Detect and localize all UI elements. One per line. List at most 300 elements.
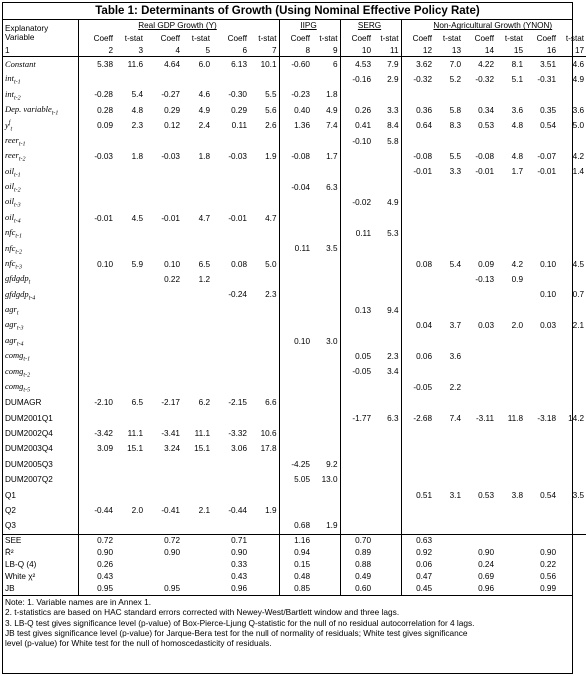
tstat-cell (434, 196, 463, 211)
table-row (3, 365, 586, 380)
group-header-label: IIPG (300, 21, 317, 31)
tstat-cell (182, 547, 212, 559)
column-number: 1 (3, 46, 78, 57)
coeff-cell: -0.31 (537, 74, 557, 84)
coeff-cell: -0.32 (475, 74, 495, 84)
tstat-cell (182, 134, 212, 149)
tstat-cell (115, 319, 145, 334)
tstat-cell: 4.2 (572, 151, 585, 161)
tstat-cell (115, 242, 145, 257)
coeff-cell: -0.01 (161, 213, 180, 223)
coeff-cell (279, 272, 312, 287)
tstat-cell: 11.8 (507, 413, 524, 423)
tstat-cell: 1.7 (326, 151, 338, 161)
tstat-cell (496, 303, 525, 318)
row-label: comg$_{t-5}$ (5, 381, 31, 394)
tstat-cell: 10.6 (260, 428, 277, 438)
coeff-cell: 0.10 (540, 290, 557, 300)
tstat-cell (558, 88, 586, 103)
table-sheet (2, 2, 585, 674)
coeff-header: Coeff (340, 33, 373, 46)
coeff-cell: 0.11 (279, 242, 312, 257)
coeff-cell: -0.01 (475, 167, 495, 177)
tstat-cell (558, 473, 586, 488)
coeff-cell: 0.04 (401, 319, 434, 334)
tstat-cell (496, 559, 525, 571)
tstat-cell (373, 149, 401, 164)
coeff-cell (340, 288, 373, 303)
tstat-cell (115, 547, 145, 559)
tstat-cell (373, 180, 401, 195)
table-row (3, 396, 586, 411)
tstat-cell (373, 457, 401, 472)
coeff-cell (340, 242, 373, 257)
coeff-cell: 0.94 (279, 547, 312, 559)
tstat-cell (312, 535, 340, 548)
coeff-cell (279, 319, 312, 334)
table-row (3, 72, 586, 87)
coeff-cell (212, 411, 249, 426)
tstat-cell (373, 319, 401, 334)
coeff-cell (340, 426, 373, 441)
tstat-cell (373, 559, 401, 571)
tstat-cell (373, 473, 401, 488)
coeff-cell (401, 457, 434, 472)
table-row (3, 319, 586, 334)
coeff-cell (525, 196, 558, 211)
tstat-cell (558, 365, 586, 380)
tstat-cell (558, 180, 586, 195)
row-label: R̄² (5, 548, 14, 557)
tstat-cell: 4.7 (198, 213, 210, 223)
table-row (3, 411, 586, 426)
coeff-cell: -2.17 (161, 398, 180, 408)
tstat-cell (182, 535, 212, 548)
tstat-cell (249, 226, 279, 241)
coeff-cell (525, 180, 558, 195)
column-number: 10 (340, 46, 373, 57)
tstat-cell (373, 257, 401, 272)
tstat-cell: 5.0 (572, 121, 585, 131)
tstat-cell (434, 180, 463, 195)
tstat-cell (312, 303, 340, 318)
tstat-cell: 7.0 (449, 59, 462, 69)
coeff-cell: 0.22 (540, 560, 557, 569)
tstat-cell (182, 180, 212, 195)
tstat-cell: 13.0 (321, 475, 338, 485)
coeff-cell (78, 334, 115, 349)
coeff-cell (145, 411, 182, 426)
coeff-cell: 0.09 (478, 259, 495, 269)
tstat-cell (558, 519, 586, 535)
results-table (3, 20, 586, 595)
row-label: DUMAGR (5, 398, 42, 408)
coeff-cell: -0.04 (279, 180, 312, 195)
tstat-cell: 4.8 (511, 121, 524, 131)
tstat-cell: 15.1 (127, 444, 143, 454)
coeff-cell (78, 196, 115, 211)
tstat-cell: 3.5 (572, 490, 585, 500)
tstat-cell (249, 319, 279, 334)
coeff-cell: 0.05 (340, 349, 373, 364)
coeff-cell (279, 380, 312, 395)
coeff-cell (78, 411, 115, 426)
tstat-cell: 2.3 (131, 121, 143, 131)
column-number: 9 (312, 46, 340, 57)
tstat-cell (312, 426, 340, 441)
tstat-cell: 7.9 (387, 59, 399, 69)
coeff-cell (340, 272, 373, 287)
coeff-cell: 0.12 (164, 121, 180, 131)
coeff-cell: 0.10 (78, 257, 115, 272)
table-notes (3, 595, 572, 648)
column-number: 12 (401, 46, 434, 57)
tstat-cell (434, 583, 463, 595)
tstat-cell (312, 365, 340, 380)
tstat-cell (496, 457, 525, 472)
coeff-cell (212, 134, 249, 149)
coeff-cell (145, 519, 182, 535)
row-label: Q1 (5, 490, 16, 500)
coeff-cell: 0.40 (279, 103, 312, 118)
coeff-cell: -2.68 (401, 411, 434, 426)
coeff-cell (212, 272, 249, 287)
coeff-cell (78, 288, 115, 303)
coeff-cell (340, 442, 373, 457)
tstat-cell (115, 303, 145, 318)
coeff-cell: -0.01 (228, 213, 247, 223)
tstat-cell (312, 547, 340, 559)
coeff-cell: 0.43 (231, 572, 247, 581)
coeff-cell: 0.95 (164, 584, 180, 593)
tstat-cell (182, 411, 212, 426)
coeff-cell (212, 180, 249, 195)
note-line: 2. t-statistics are based on HAC standard errors corrected with Newey-West/Bartlett window and three lags. (5, 607, 400, 618)
tstat-cell (249, 559, 279, 571)
tstat-cell (496, 473, 525, 488)
tstat-cell (558, 334, 586, 349)
coeff-cell: 0.08 (231, 259, 247, 269)
coeff-cell (401, 334, 434, 349)
coeff-cell: 0.06 (401, 559, 434, 571)
coeff-cell (340, 488, 373, 503)
coeff-cell (401, 88, 434, 103)
column-number: 4 (145, 46, 182, 57)
coeff-cell (401, 519, 434, 535)
tstat-cell (182, 488, 212, 503)
tstat-cell: 2.2 (449, 382, 462, 392)
coeff-cell: -0.08 (401, 149, 434, 164)
table-row (3, 457, 586, 472)
tstat-cell: 5.3 (387, 228, 399, 238)
coeff-cell (145, 571, 182, 583)
coeff-cell (212, 473, 249, 488)
coeff-cell (463, 457, 496, 472)
tstat-cell (115, 583, 145, 595)
row-label: Q3 (5, 521, 16, 531)
tstat-cell (115, 519, 145, 535)
coeff-cell (401, 426, 434, 441)
tstat-cell (558, 503, 586, 518)
tstat-cell (373, 442, 401, 457)
coeff-cell: -0.13 (475, 275, 495, 285)
tstat-header: t-stat (380, 34, 399, 44)
tstat-cell (249, 583, 279, 595)
coeff-cell (145, 288, 182, 303)
coeff-cell: -0.08 (279, 149, 312, 164)
coeff-cell (78, 134, 115, 149)
table-row (3, 88, 586, 103)
tstat-cell (182, 334, 212, 349)
tstat-cell (434, 457, 463, 472)
coeff-cell (212, 242, 249, 257)
tstat-cell: 7.4 (449, 413, 462, 423)
tstat-cell (373, 488, 401, 503)
coeff-cell (145, 349, 182, 364)
coeff-cell (279, 72, 312, 87)
tstat-cell: 2.4 (198, 121, 210, 131)
tstat-cell (115, 196, 145, 211)
tstat-cell: 2.1 (198, 505, 210, 515)
coeff-cell (463, 396, 496, 411)
coeff-cell (525, 88, 558, 103)
tstat-cell (434, 226, 463, 241)
coeff-cell (279, 211, 312, 226)
row-label: int$_{t-2}$ (5, 88, 21, 102)
coeff-cell: 0.43 (78, 571, 115, 583)
table-row (3, 211, 586, 226)
coeff-cell (463, 503, 496, 518)
table-row (3, 559, 586, 571)
note-line: level (p-value) for White test for the null of homoscedasticity of residuals. (5, 638, 272, 649)
coeff-cell: 0.88 (340, 559, 373, 571)
tstat-cell: 5.4 (449, 259, 462, 269)
tstat-cell (373, 288, 401, 303)
row-label: JB (5, 584, 15, 593)
tstat-cell (115, 365, 145, 380)
coeff-header: Coeff (401, 33, 434, 46)
tstat-cell: 1.9 (265, 151, 277, 161)
coeff-cell: -3.11 (475, 413, 495, 423)
column-number: 15 (496, 46, 525, 57)
tstat-cell (434, 442, 463, 457)
tstat-cell (115, 457, 145, 472)
tstat-cell (496, 519, 525, 535)
coeff-cell (463, 426, 496, 441)
coeff-cell (145, 165, 182, 180)
coeff-cell (212, 196, 249, 211)
row-label: LB-Q (4) (5, 560, 37, 569)
coeff-cell (145, 180, 182, 195)
group-header-label: SERG (357, 21, 382, 31)
coeff-cell (525, 272, 558, 287)
tstat-cell (558, 242, 586, 257)
coeff-cell (279, 349, 312, 364)
coeff-cell (525, 426, 558, 441)
tstat-cell: 4.9 (572, 74, 585, 84)
tstat-cell: 5.8 (449, 105, 462, 115)
tstat-cell (434, 571, 463, 583)
row-label: $y^f_t$ (5, 119, 13, 133)
coeff-cell (279, 288, 312, 303)
note-line: 3. LB-Q test gives significance level (p-value) of Box-Pierce-Ljung Q-statistic for the null of no residual autocorrelation for 4 lags. (5, 617, 475, 628)
coeff-cell (212, 72, 249, 87)
coeff-cell: 0.95 (78, 583, 115, 595)
coeff-cell (78, 226, 115, 241)
coeff-cell (279, 134, 312, 149)
coeff-cell: 0.24 (478, 560, 495, 569)
coeff-cell: 0.33 (231, 560, 247, 569)
tstat-cell (249, 365, 279, 380)
coeff-cell (145, 72, 182, 87)
tstat-cell: 3.3 (449, 167, 462, 177)
tstat-cell: 4.2 (511, 259, 524, 269)
coeff-cell (525, 473, 558, 488)
table-row (3, 257, 586, 272)
coeff-cell (463, 365, 496, 380)
tstat-cell (496, 334, 525, 349)
tstat-cell (496, 396, 525, 411)
tstat-cell (249, 535, 279, 548)
tstat-cell (115, 473, 145, 488)
column-number: 7 (249, 46, 279, 57)
tstat-cell (434, 88, 463, 103)
coeff-cell (340, 165, 373, 180)
tstat-cell (249, 547, 279, 559)
coeff-cell (212, 319, 249, 334)
tstat-cell (182, 365, 212, 380)
coeff-cell: 0.72 (78, 535, 115, 548)
tstat-cell: 1.7 (511, 167, 524, 177)
tstat-cell (558, 272, 586, 287)
tstat-cell: 5.9 (131, 259, 143, 269)
tstat-cell (115, 571, 145, 583)
column-number: 8 (279, 46, 312, 57)
tstat-cell (558, 457, 586, 472)
tstat-cell (249, 196, 279, 211)
tstat-cell (373, 426, 401, 441)
table-row (3, 426, 586, 441)
coeff-cell: 0.54 (540, 121, 557, 131)
tstat-cell: 2.6 (265, 121, 277, 131)
tstat-cell (312, 503, 340, 518)
coeff-cell: 0.10 (164, 259, 180, 269)
tstat-cell (496, 196, 525, 211)
tstat-header: t-stat (191, 34, 210, 44)
coeff-cell (463, 211, 496, 226)
coeff-cell: 0.89 (340, 547, 373, 559)
tstat-header: t-stat (442, 34, 462, 44)
tstat-cell (115, 380, 145, 395)
coeff-cell (340, 211, 373, 226)
coeff-cell (525, 519, 558, 535)
coeff-cell: -0.05 (340, 365, 373, 380)
coeff-cell: -0.01 (537, 167, 557, 177)
coeff-cell (463, 349, 496, 364)
tstat-cell (115, 535, 145, 548)
coeff-cell: -3.41 (161, 428, 180, 438)
tstat-cell: 2.0 (131, 505, 143, 515)
tstat-cell (558, 196, 586, 211)
tstat-cell (373, 519, 401, 535)
tstat-cell: 2.9 (387, 74, 399, 84)
coeff-cell (279, 226, 312, 241)
tstat-cell (312, 411, 340, 426)
tstat-cell (558, 226, 586, 241)
tstat-cell (558, 547, 586, 559)
tstat-cell: 4.6 (198, 90, 210, 100)
tstat-header: t-stat (319, 34, 338, 44)
table-row (3, 134, 586, 149)
tstat-cell (434, 396, 463, 411)
row-label: oil$_{t-3}$ (5, 196, 21, 210)
tstat-cell: 1.9 (265, 505, 277, 515)
tstat-cell: 1.2 (198, 275, 210, 285)
coeff-cell (279, 303, 312, 318)
tstat-cell (434, 303, 463, 318)
coeff-cell (340, 334, 373, 349)
column-number: 14 (463, 46, 496, 57)
coeff-cell (145, 303, 182, 318)
tstat-cell (249, 411, 279, 426)
tstat-header: t-stat (504, 34, 524, 44)
coeff-cell (340, 180, 373, 195)
tstat-cell: 17.8 (260, 444, 277, 454)
tstat-cell: 0.9 (511, 275, 524, 285)
tstat-cell: 3.6 (572, 105, 585, 115)
row-label: nfc$_{t-1}$ (5, 227, 23, 240)
tstat-cell (434, 547, 463, 559)
tstat-cell (434, 365, 463, 380)
tstat-cell (496, 211, 525, 226)
coeff-cell: -0.03 (78, 149, 115, 164)
coeff-cell: 0.90 (231, 548, 247, 557)
row-label: agr$_{t-3}$ (5, 319, 24, 333)
coeff-cell (340, 257, 373, 272)
coeff-cell: 0.72 (145, 535, 182, 548)
coeff-header: Coeff (474, 34, 495, 44)
coeff-cell: 0.13 (340, 303, 373, 318)
tstat-cell (434, 242, 463, 257)
coeff-cell (279, 442, 312, 457)
tstat-cell: 8.1 (511, 59, 524, 69)
tstat-cell (115, 165, 145, 180)
tstat-cell (115, 334, 145, 349)
coeff-cell (525, 503, 558, 518)
tstat-cell (558, 442, 586, 457)
tstat-cell: 1.8 (131, 151, 143, 161)
tstat-cell (373, 272, 401, 287)
tstat-cell: 3.5 (326, 244, 338, 254)
coeff-cell: -0.23 (279, 88, 312, 103)
row-label: comg$_{t-1}$ (5, 350, 31, 363)
tstat-cell (496, 583, 525, 595)
coeff-cell: 0.90 (478, 548, 495, 557)
tstat-cell (249, 72, 279, 87)
tstat-cell (249, 165, 279, 180)
coeff-cell (78, 380, 115, 395)
tstat-cell (496, 88, 525, 103)
tstat-cell (434, 134, 463, 149)
table-row (3, 349, 586, 364)
tstat-cell: 3.6 (511, 105, 524, 115)
tstat-cell (182, 583, 212, 595)
coeff-cell: -3.18 (537, 413, 557, 423)
coeff-cell (525, 380, 558, 395)
coeff-cell (401, 303, 434, 318)
table-row (3, 488, 586, 503)
table-row (3, 334, 586, 349)
